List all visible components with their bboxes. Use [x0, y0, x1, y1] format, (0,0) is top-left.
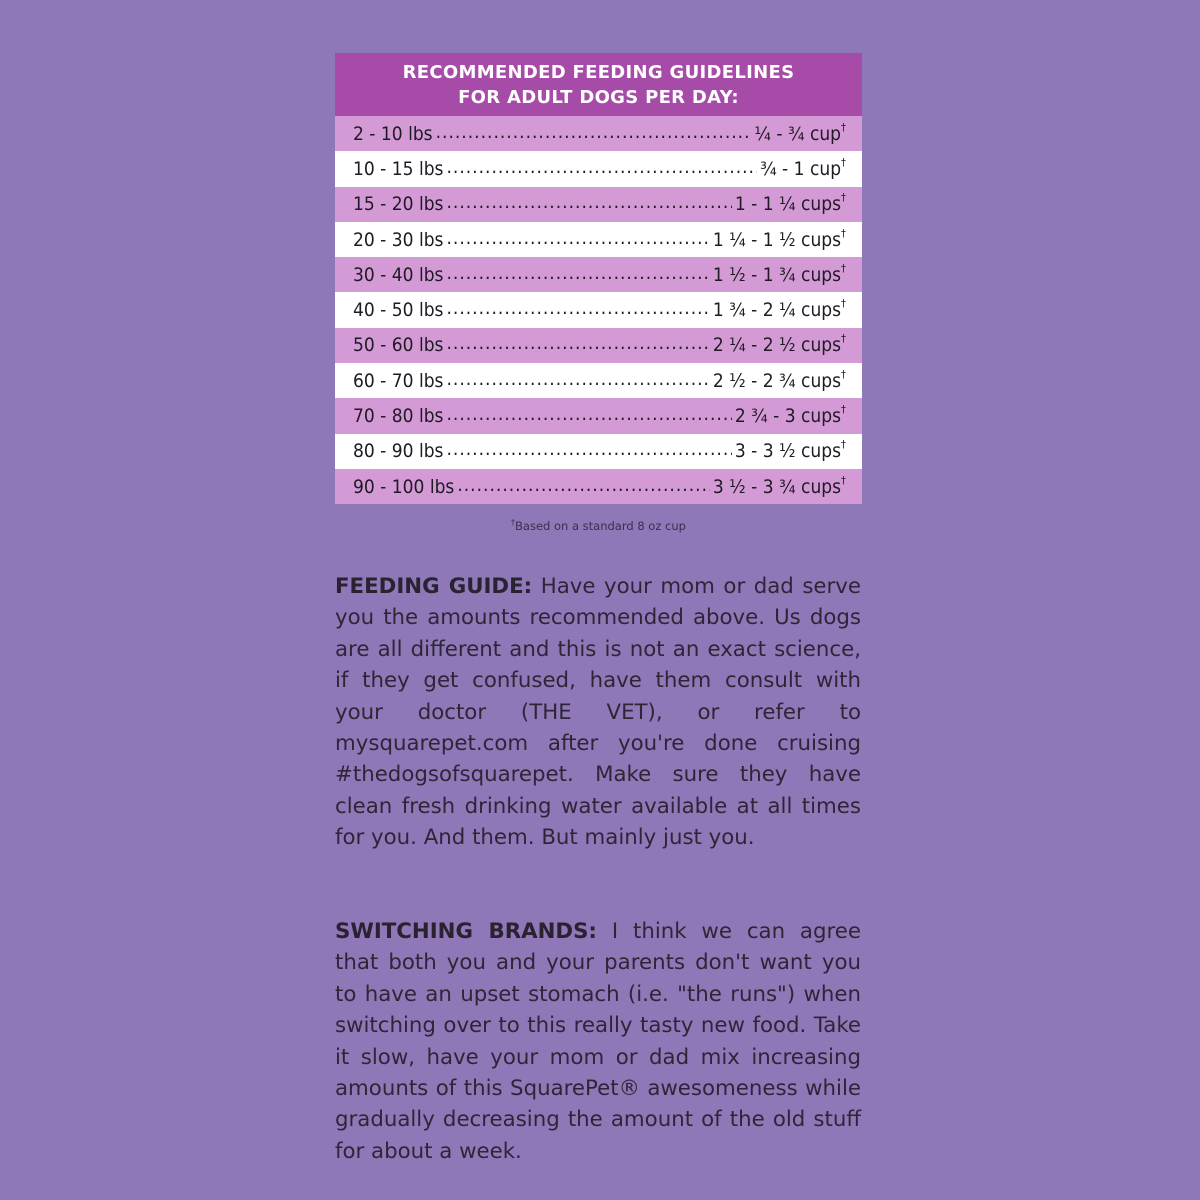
row-weight: 80 - 90 lbs [353, 440, 444, 463]
row-dagger: † [841, 403, 846, 417]
row-leader-dots [446, 438, 731, 460]
row-weight: 15 - 20 lbs [353, 193, 444, 216]
row-amount-text: 1 ¼ - 1 ½ cups [712, 228, 842, 251]
row-amount [754, 120, 846, 145]
row-leader-dots [446, 332, 709, 354]
table-row [335, 151, 862, 186]
row-leader-dots [446, 191, 731, 213]
row-weight: 90 - 100 lbs [353, 475, 455, 498]
row-weight: 60 - 70 lbs [353, 369, 444, 392]
row-weight: 70 - 80 lbs [353, 405, 444, 428]
row-amount [735, 193, 846, 215]
table-row [335, 187, 862, 222]
feeding-guide-paragraph [335, 571, 861, 854]
row-dagger: † [841, 120, 846, 134]
row-amount [712, 367, 846, 392]
row-amount-text: 1 ¾ - 2 ¼ cups [712, 299, 842, 322]
row-amount-text: ¾ - 1 cup [760, 157, 842, 180]
row-amount-text: 2 ¾ - 3 cups [734, 405, 842, 428]
row-dagger: † [841, 191, 846, 205]
row-leader-dots [446, 368, 709, 390]
feeding-guide-heading: FEEDING GUIDE: [335, 574, 533, 599]
footnote-text: Based on a standard 8 oz cup [515, 518, 686, 533]
row-leader-dots [446, 227, 709, 249]
table-row [335, 328, 862, 363]
table-row [335, 398, 862, 433]
row-amount-text: 2 ½ - 2 ¾ cups [712, 369, 842, 392]
switching-brands-paragraph [335, 916, 861, 1167]
table-row [335, 434, 862, 469]
table-rows [335, 116, 862, 504]
row-dagger: † [841, 261, 846, 275]
row-amount [712, 261, 846, 286]
row-leader-dots [446, 297, 709, 319]
table-header [335, 53, 862, 116]
feeding-guide-body: Have your mom or dad serve you the amounts recommended above. Us dogs are all different and this is not an exact science, if they get confused, have them consult with your doctor (THE VET), or refer to mysquarepet.com after you're done cruising #thedogsofsquarepet. Make sure they have clean fresh drinking water available at all times for you. And them. But mainly just you. [335, 574, 861, 851]
row-amount-text: 2 ¼ - 2 ½ cups [712, 334, 842, 357]
table-row [335, 363, 862, 398]
row-amount [735, 440, 846, 462]
row-weight: 30 - 40 lbs [353, 263, 444, 286]
row-dagger: † [841, 367, 846, 381]
table-row [335, 292, 862, 327]
row-dagger: † [841, 438, 846, 452]
row-weight: 10 - 15 lbs [353, 157, 444, 180]
row-amount-text: 1 ½ - 1 ¾ cups [712, 263, 842, 286]
row-amount [760, 155, 846, 180]
switching-brands-heading: SWITCHING BRANDS: [335, 919, 597, 944]
table-row [335, 222, 862, 257]
table-row [335, 469, 862, 504]
row-leader-dots [436, 121, 752, 143]
row-dagger: † [841, 473, 846, 487]
row-amount [712, 226, 846, 251]
row-amount [713, 334, 846, 356]
row-leader-dots [446, 262, 709, 284]
row-dagger: † [841, 332, 846, 346]
row-amount-text: 1 - 1 ¼ cups [734, 193, 842, 216]
table-row [335, 257, 862, 292]
row-dagger: † [841, 155, 846, 169]
table-footnote [335, 518, 862, 533]
row-amount [735, 405, 846, 427]
footnote-dagger: † [511, 518, 516, 527]
row-dagger: † [841, 226, 846, 240]
table-header-line-1: RECOMMENDED FEEDING GUIDELINES [402, 62, 795, 83]
row-leader-dots [446, 156, 757, 178]
row-amount [712, 473, 846, 498]
row-weight: 20 - 30 lbs [353, 228, 444, 251]
row-leader-dots [457, 474, 710, 496]
row-leader-dots [446, 403, 731, 425]
row-weight: 2 - 10 lbs [353, 122, 433, 145]
table-header-line-2: FOR ADULT DOGS PER DAY: [458, 87, 739, 108]
row-amount [713, 299, 846, 321]
row-amount-text: 3 ½ - 3 ¾ cups [712, 475, 842, 498]
switching-brands-body: I think we can agree that both you and your parents don't want you to have an upset stomach (i.e. "the runs") when switching over to this really tasty new food. Take it slow, have your mom or dad mix increasing amounts of this SquarePet® awesomeness while gradually decreasing the amount of the old stuff for about a week. [335, 919, 861, 1164]
row-weight: 50 - 60 lbs [353, 334, 444, 357]
row-amount-text: ¼ - ¾ cup [754, 122, 842, 145]
row-dagger: † [841, 297, 846, 311]
feeding-table [335, 53, 862, 504]
table-row [335, 116, 862, 151]
row-weight: 40 - 50 lbs [353, 299, 444, 322]
row-amount-text: 3 - 3 ½ cups [734, 440, 842, 463]
